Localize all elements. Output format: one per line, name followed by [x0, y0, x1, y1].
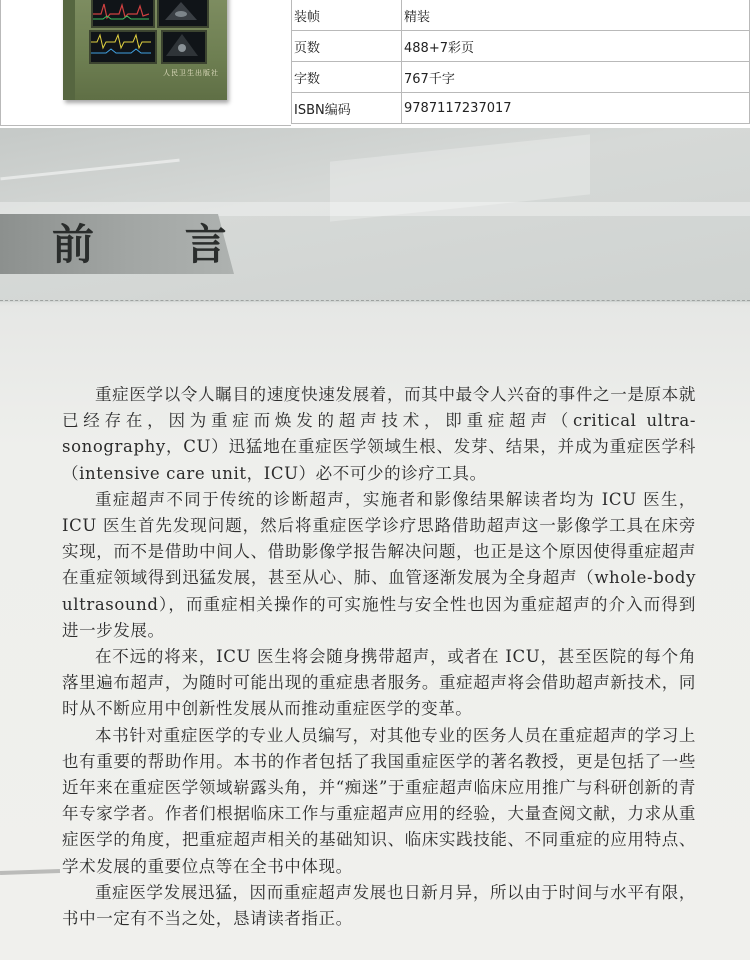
table-row	[292, 62, 750, 93]
row-value: 9787117237017	[402, 93, 750, 124]
paragraph: 重症医学发展迅猛，因而重症超声发展也日新月异，所以由于时间与水平有限，书中一定有不当之处，恳请读者指正。	[62, 882, 696, 929]
waveform-monitor-graphic	[89, 30, 157, 64]
ultrasound-screen-graphic	[157, 0, 209, 28]
book-info-table	[291, 0, 750, 124]
row-key: ISBN编码	[292, 93, 402, 124]
ecg-monitor-graphic	[91, 0, 155, 28]
cover-cell	[0, 0, 291, 126]
divider	[0, 300, 750, 301]
paragraph: 重症医学以令人瞩目的速度快速发展着，而其中最令人兴奋的事件之一是原本就已经存在，因为重症而焕发的超声技术，即重症超声（critical ultra-sonography，CU）迅猛地在重症医学领域生根、发芽、结果，并成为重症医学科（intensive care unit，ICU）必不可少的诊疗工具。	[62, 385, 696, 483]
row-value: 488+7彩页	[402, 31, 750, 62]
row-key: 字数	[292, 62, 402, 93]
echo-screen-graphic	[161, 30, 207, 64]
scan-mark	[0, 869, 60, 875]
preface-page-scan	[0, 128, 750, 960]
paragraph: 在不远的将来，ICU 医生将会随身携带超声，或者在 ICU，甚至医院的每个角落里遍布超声，为随时可能出现的重症患者服务。重症超声将会借助超声新技术，同时从不断应用中创新性发展从而推动重症医学的变革。	[62, 647, 696, 719]
decorative-highlight	[0, 202, 750, 216]
book-spine	[63, 0, 75, 100]
book-info-block	[0, 0, 750, 128]
preface-title: 前 言	[52, 220, 265, 269]
preface-body	[62, 382, 696, 932]
table-row	[292, 31, 750, 62]
row-value: 767千字	[402, 62, 750, 93]
row-key: 页数	[292, 31, 402, 62]
book-cover-image	[63, 0, 227, 100]
publisher-logo: 人民卫生出版社	[163, 69, 219, 77]
row-key: 装帧	[292, 0, 402, 31]
table-row	[292, 93, 750, 124]
row-value: 精装	[402, 0, 750, 31]
paragraph: 重症超声不同于传统的诊断超声，实施者和影像结果解读者均为 ICU 医生，ICU 医生首先发现问题，然后将重症医学诊疗思路借助超声这一影像学工具在床旁实现，而不是借助中间人、借助影像学报告解决问题，也正是这个原因使得重症超声在重症领域得到迅猛发展，甚至从心、肺、血管逐渐发展为全身超声（whole-body ultrasound），而重症相关操作的可实施性与安全性也因为重症超声的介入而得到进一步发展。	[62, 489, 696, 640]
table-row	[292, 0, 750, 31]
paragraph: 本书针对重症医学的专业人员编写，对其他专业的医务人员在重症超声的学习上也有重要的帮助作用。本书的作者包括了我国重症医学的著名教授，更是包括了一些近年来在重症医学领域崭露头角，并“痴迷”于重症超声临床应用推广与科研创新的青年专家学者。作者们根据临床工作与重症超声应用的经验，大量查阅文献，力求从重症医学的角度，把重症超声相关的基础知识、临床实践技能、不同重症的应用特点、学术发展的重要位点等在全书中体现。	[62, 725, 696, 876]
